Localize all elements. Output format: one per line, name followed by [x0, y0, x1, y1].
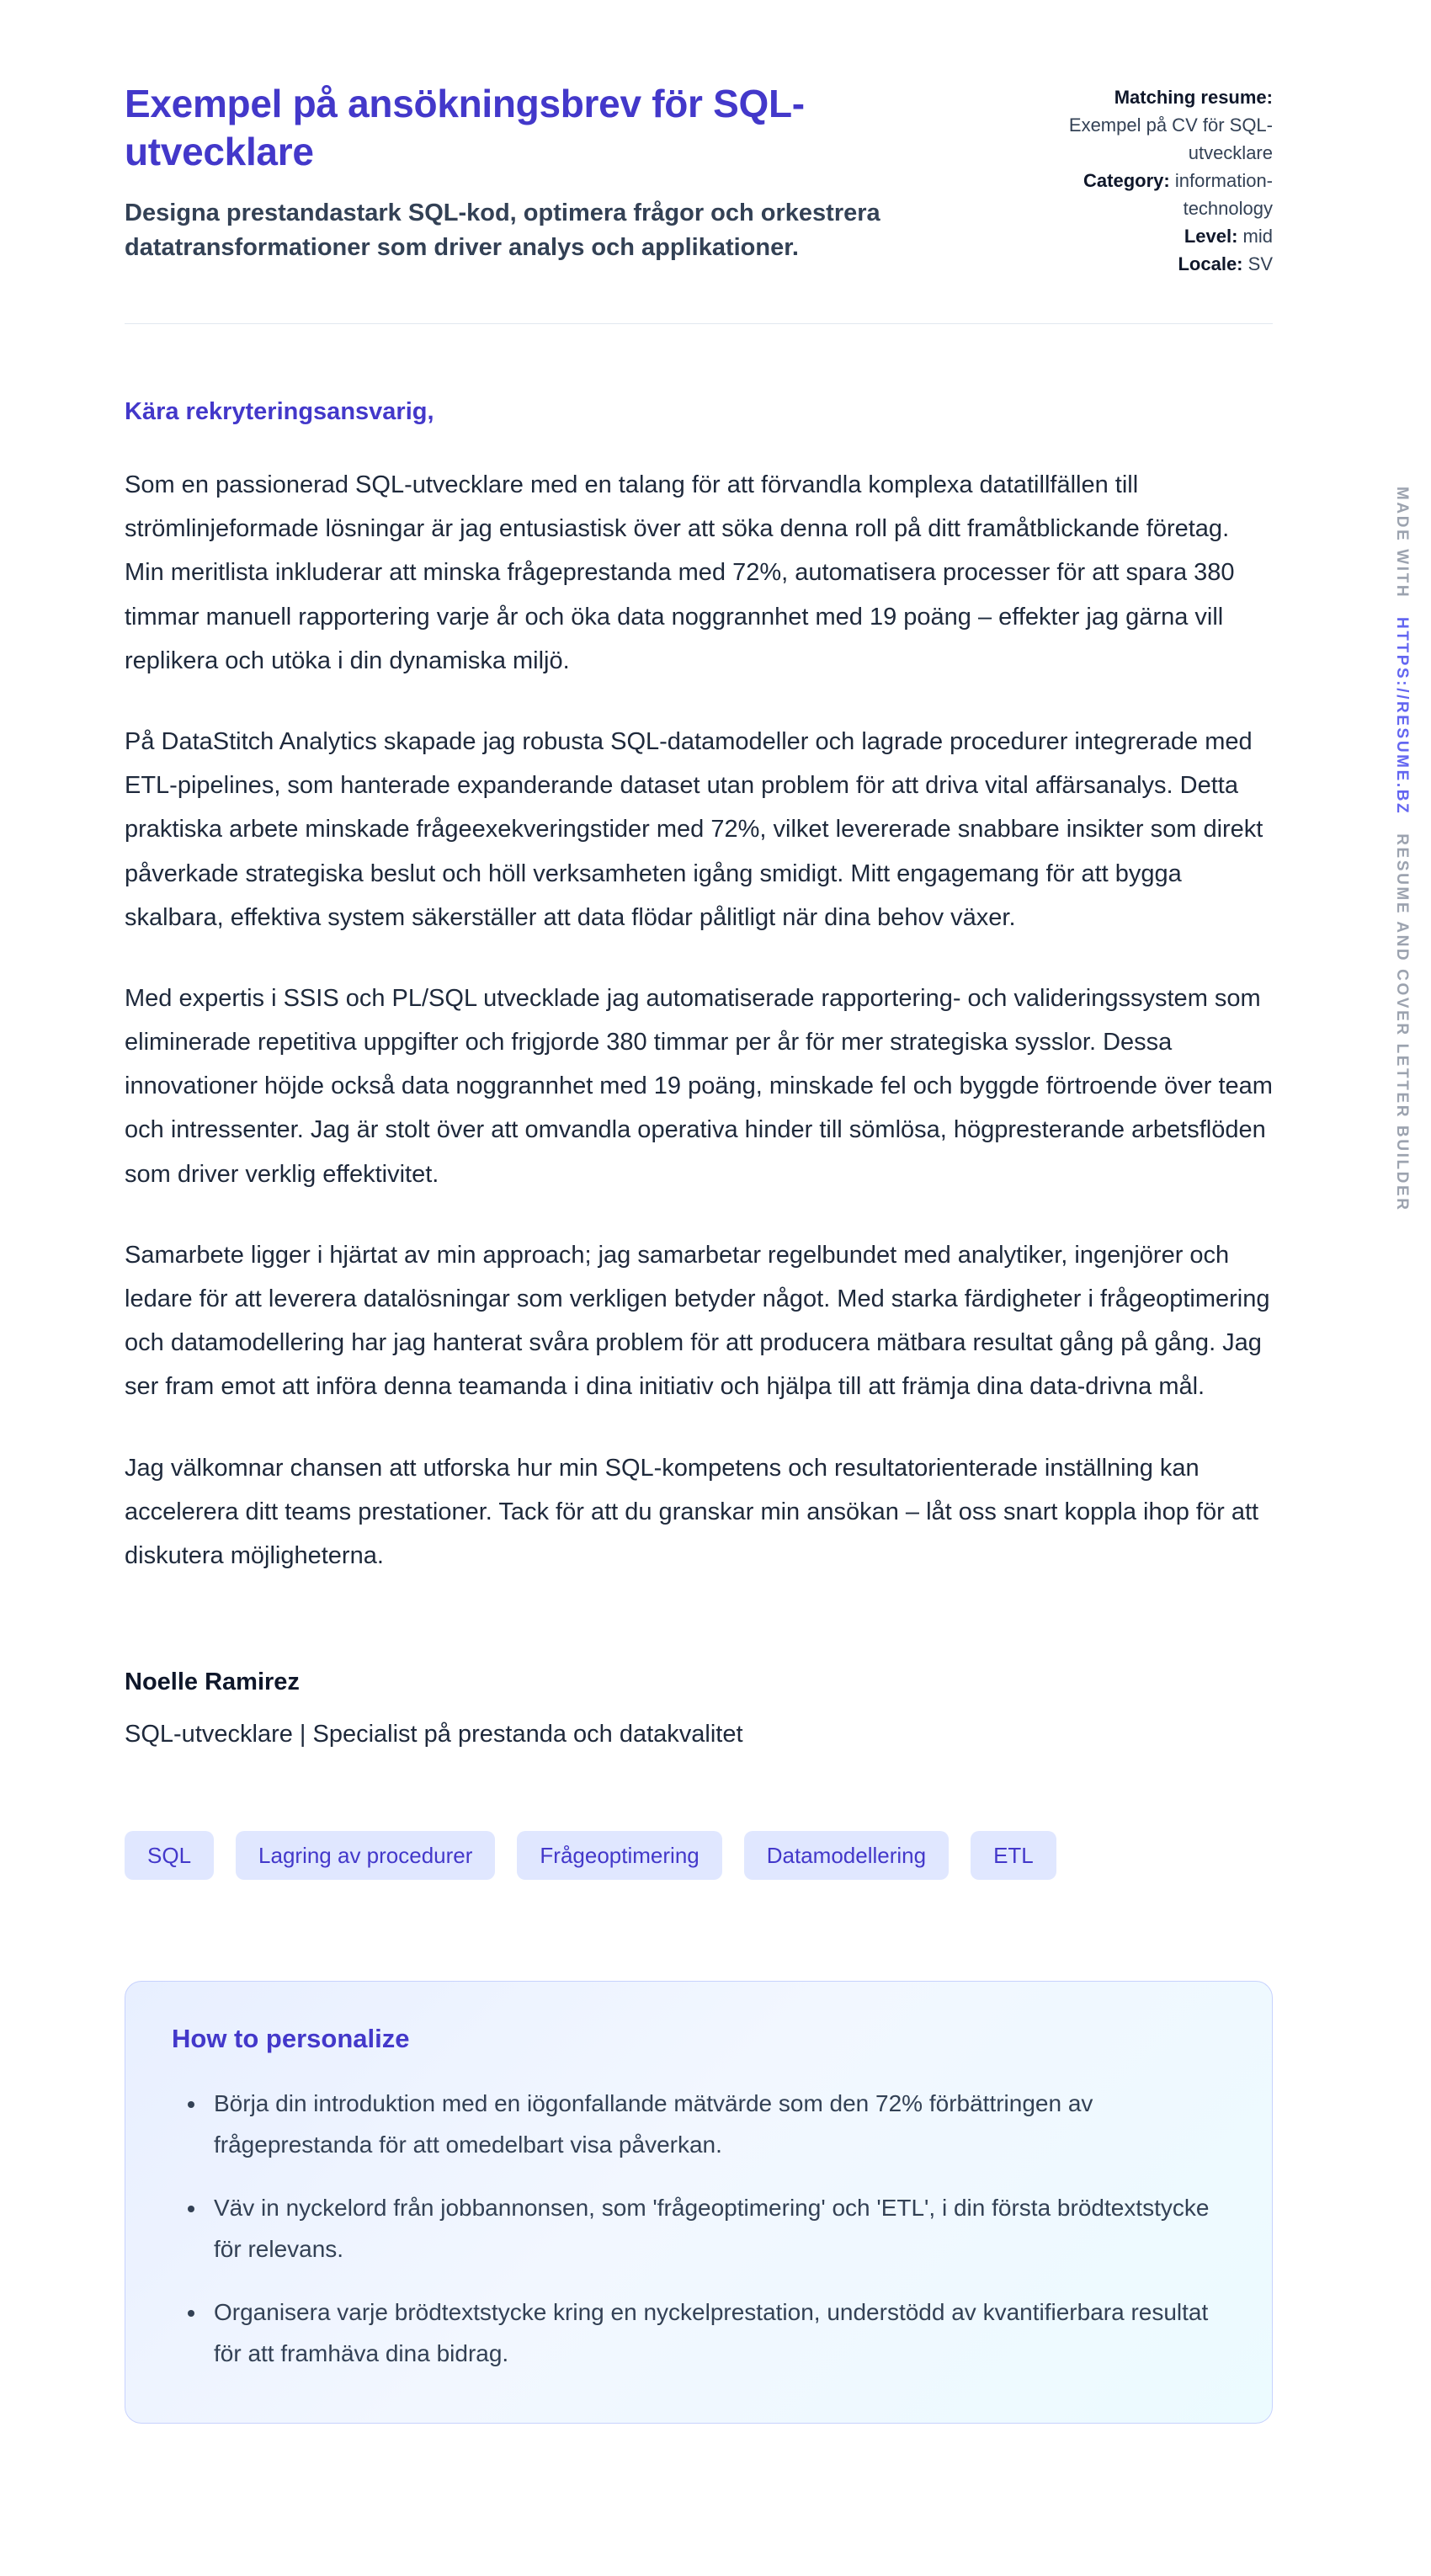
- level-row: [1040, 222, 1273, 250]
- letter-paragraph: Jag välkomnar chansen att utforska hur min SQL-kompetens och resultatorienterade inställning kan accelerera ditt teams prestationer. Tack för att du granskar min ansökan – låt oss snart koppla ihop för att diskutera möjligheterna.: [125, 1454, 1259, 1569]
- letter-paragraph: På DataStitch Analytics skapade jag robusta SQL-datamodeller och lagrade procedurer integrerade med ETL-pipelines, som hanterade expanderande dataset utan problem för att driva vital affärsanalys. Detta praktiska arbete minskade frågeexekveringstider med 72%, vilket levererade snabbare insikter som direkt påverkade strategiska beslut och höll verksamheten igång smidigt. Mitt engagemang för att bygga skalbara, effektiva system säkerställer att data flödar pålitligt när dina behov växer.: [125, 727, 1263, 931]
- header-divider: [125, 323, 1273, 324]
- skill-tag: Datamodellering: [744, 1831, 949, 1880]
- skill-tags: [125, 1831, 1273, 1880]
- watermark-resume-bz-link[interactable]: HTTPS://RESUME.BZ: [1393, 617, 1411, 816]
- personalization-tips-card: [125, 1981, 1273, 2424]
- locale-label: Locale:: [1178, 253, 1243, 274]
- page-header: [125, 80, 1273, 278]
- level-value: mid: [1242, 226, 1273, 247]
- letter-paragraph: Som en passionerad SQL-utvecklare med en talang för att förvandla komplexa datatillfällen till strömlinjeformade lösningar är jag entusiastisk över att söka denna roll på ditt framåtblickande företag. Min meritlista inkluderar att minska frågeprestanda med 72%, automatisera processer för att spara 380 timmar manuell rapportering varje år och öka data noggrannhet med 19 poäng – effekter jag gärna vill replikera och utöka i din dynamiska miljö.: [125, 471, 1235, 674]
- skill-tag: Frågeoptimering: [517, 1831, 721, 1880]
- tips-list: [172, 2083, 1226, 2374]
- letter-greeting: Kära rekryteringsansvarig,: [125, 398, 434, 425]
- skill-tag: ETL: [971, 1831, 1056, 1880]
- resume-meta-panel: [1040, 80, 1273, 278]
- tip-item: • Väv in nyckelord från jobbannonsen, som 'frågeoptimering' och 'ETL', i din första brödtextstycke för relevans.: [207, 2187, 1226, 2270]
- skill-tag: SQL: [125, 1831, 214, 1880]
- watermark-builder-text: RESUME AND COVER LETTER BUILDER: [1393, 833, 1411, 1212]
- skill-tag: Lagring av procedurer: [236, 1831, 495, 1880]
- signature-title: SQL-utvecklare | Specialist på prestanda och datakvalitet: [125, 1721, 743, 1748]
- category-label: Category:: [1083, 170, 1170, 191]
- matching-resume-label: Matching resume:: [1114, 87, 1273, 108]
- locale-value: SV: [1247, 253, 1273, 274]
- matching-resume-row: [1040, 83, 1273, 167]
- tip-item: • Organisera varje brödtextstycke kring en nyckelprestation, understödd av kvantifierbara resultat för att framhäva dina bidrag.: [207, 2291, 1226, 2374]
- watermark-made-with: MADE WITH: [1393, 487, 1411, 599]
- page-subtitle: Designa prestandastark SQL-kod, optimera frågor och orkestrera datatransformationer som driver analys och applikationer.: [125, 200, 880, 262]
- made-with-watermark: [1392, 487, 1411, 1212]
- matching-resume-link[interactable]: Exempel på CV för SQL-utvecklare: [1068, 114, 1273, 163]
- locale-row: [1040, 250, 1273, 278]
- level-label: Level:: [1184, 226, 1238, 247]
- category-value: information-technology: [1174, 170, 1273, 219]
- signature-name: Noelle Ramirez: [125, 1669, 300, 1696]
- category-row: [1040, 167, 1273, 222]
- header-title-block: [125, 80, 975, 265]
- page-title: Exempel på ansökningsbrev för SQL-utvecklare: [125, 82, 805, 174]
- tips-card-title: How to personalize: [172, 2024, 410, 2054]
- letter-body: [125, 398, 1273, 1748]
- letter-paragraph: Samarbete ligger i hjärtat av min approach; jag samarbetar regelbundet med analytiker, ingenjörer och ledare för att leverera datalösningar som verkligen betyder något. Med starka färdigheter i frågeoptimering och datamodellering har jag hanterat svåra problem för att producera mätbara resultat gång på gång. Jag ser fram emot att införa denna teamanda i dina initiativ och hjälpa till att främja dina data-drivna mål.: [125, 1241, 1270, 1401]
- letter-paragraph: Med expertis i SSIS och PL/SQL utvecklade jag automatiserade rapportering- och valideringssystem som eliminerade repetitiva uppgifter och frigjorde 380 timmar per år för mer strategiska sysslor. Dessa innovationer höjde också data noggrannhet med 19 poäng, minskade fel och byggde förtroende över team och intressenter. Jag är stolt över att omvandla operativa hinder till sömlösa, högpresterande arbetsflöden som driver verklig effektivitet.: [125, 984, 1273, 1188]
- tip-item: • Börja din introduktion med en iögonfallande mätvärde som den 72% förbättringen av frågeprestanda för att omedelbart visa påverkan.: [207, 2083, 1226, 2165]
